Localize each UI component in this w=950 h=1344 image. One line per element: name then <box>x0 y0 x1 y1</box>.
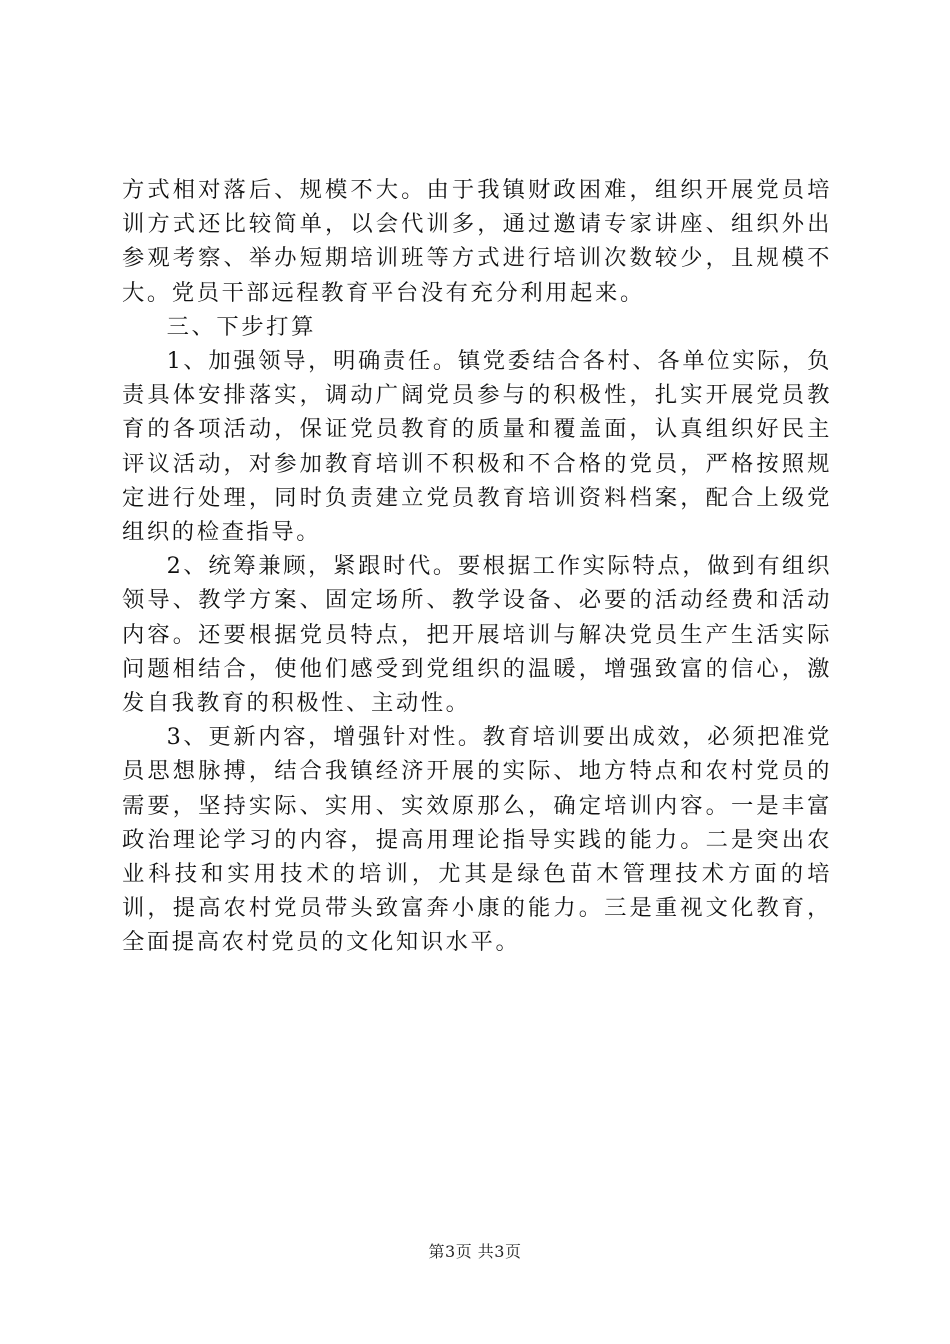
page-number-footer: 第3页 共3页 <box>428 1242 522 1261</box>
paragraph-item-3: 3、更新内容，增强针对性。教育培训要出成效，必须把准党员思想脉搏，结合我镇经济开展的实际、地方特点和农村党员的需要，坚持实际、实用、实效原那么，确定培训内容。一是丰富政治理论学习的内容，提高用理论指导实践的能力。二是突出农业科技和实用技术的培训，尤其是绿色苗木管理技术方面的培训，提高农村党员带头致富奔小康的能力。三是重视文化教育，全面提高农村党员的文化知识水平。 <box>122 724 832 956</box>
paragraph-item-1: 1、加强领导，明确责任。镇党委结合各村、各单位实际，负责具体安排落实，调动广阔党员参与的积极性，扎实开展党员教育的各项活动，保证党员教育的质量和覆盖面，认真组织好民主评议活动，对参加教育培训不积极和不合格的党员，严格按照规定进行处理，同时负责建立党员教育培训资料档案，配合上级党组织的检查指导。 <box>122 348 832 546</box>
document-body <box>122 173 832 960</box>
paragraph-item-2: 2、统筹兼顾，紧跟时代。要根据工作实际特点，做到有组织领导、教学方案、固定场所、教学设备、必要的活动经费和活动内容。还要根据党员特点，把开展培训与解决党员生产生活实际问题相结合，使他们感受到党组织的温暖，增强致富的信心，激发自我教育的积极性、主动性。 <box>122 553 832 717</box>
section-heading-next-steps: 三、下步打算 <box>166 313 316 340</box>
paragraph-continued: 方式相对落后、规模不大。由于我镇财政困难，组织开展党员培训方式还比较简单，以会代训多，通过邀请专家讲座、组织外出参观考察、举办短期培训班等方式进行培训次数较少，且规模不大。党员干部远程教育平台没有充分利用起来。 <box>122 177 832 306</box>
